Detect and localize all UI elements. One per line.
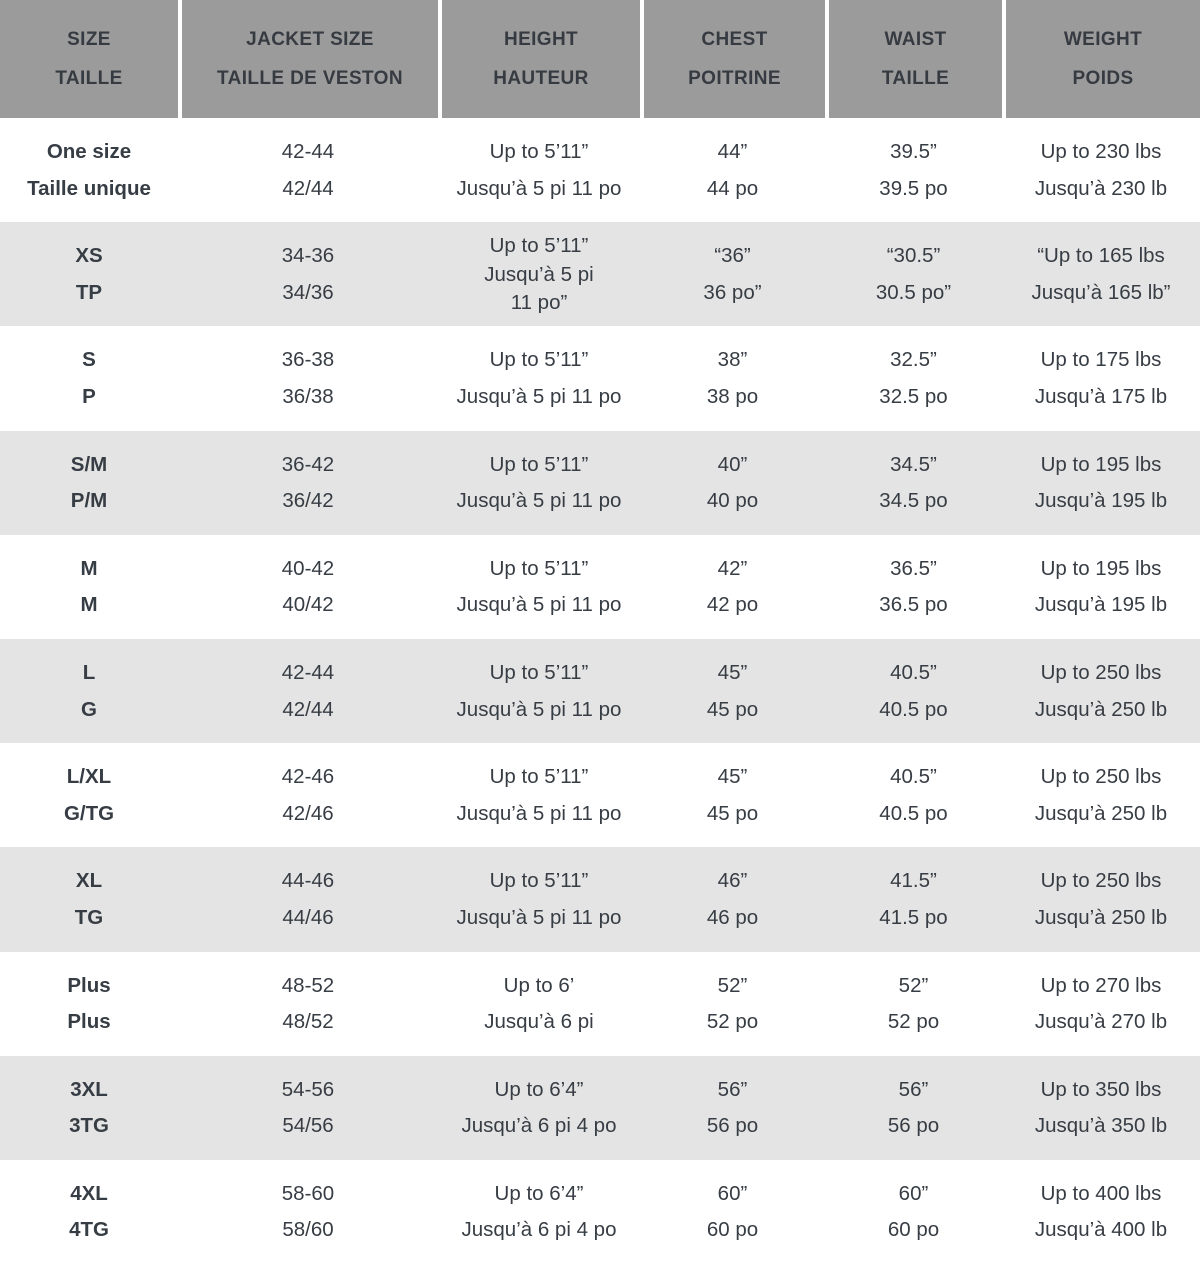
cell-line: Up to 5’11” [489,233,589,257]
cell-height [438,847,640,951]
cell-jacket [178,431,438,535]
cell-line: 44” [717,140,748,164]
cell-chest [640,1160,825,1264]
cell-waist [825,118,1002,222]
cell-line: 11 po” [510,291,568,315]
cell-line: 34-36 [281,244,335,268]
cell-line: 60” [898,1181,929,1205]
cell-line: Jusqu’à 400 lb [1034,1218,1168,1242]
cell-chest [640,431,825,535]
cell-line: 42-46 [281,765,335,789]
cell-line: Jusqu’à 6 pi [484,1010,594,1034]
table-row [0,952,1200,1056]
cell-line: Up to 5’11” [489,348,589,372]
cell-line: P/M [70,489,108,513]
cell-weight [1002,222,1200,326]
cell-line: Up to 230 lbs [1040,140,1162,164]
cell-weight [1002,535,1200,639]
cell-line: 40/42 [282,593,334,617]
cell-line: L/XL [66,765,112,789]
cell-chest [640,1056,825,1160]
cell-line: 42-44 [281,660,335,684]
cell-line: 48-52 [281,973,335,997]
cell-line: Up to 5’11” [489,869,589,893]
table-row [0,326,1200,430]
table-row [0,743,1200,847]
cell-line: 36.5” [890,556,937,580]
cell-waist [825,535,1002,639]
cell-line: 42/44 [282,697,334,721]
cell-line: M [80,593,98,617]
cell-line: 45” [717,765,748,789]
cell-line: Up to 270 lbs [1040,973,1162,997]
cell-line: “Up to 165 lbs [1037,244,1165,268]
cell-chest [640,847,825,951]
table-row [0,1056,1200,1160]
cell-line: Jusqu’à 250 lb [1034,697,1168,721]
header-label-chest-en: CHEST [701,28,768,50]
cell-jacket [178,118,438,222]
cell-waist [825,639,1002,743]
cell-line: 4XL [70,1181,108,1205]
cell-jacket [178,535,438,639]
cell-line: 60 po [887,1218,940,1242]
cell-jacket [178,639,438,743]
cell-height [438,639,640,743]
header-label-weight-en: WEIGHT [1063,28,1143,50]
cell-weight [1002,1160,1200,1264]
cell-line: 40.5” [890,660,937,684]
cell-weight [1002,431,1200,535]
cell-line: TP [75,280,103,304]
cell-line: 56 po [706,1114,759,1138]
header-cell-height [438,0,640,118]
cell-line: 42 po [706,593,759,617]
header-label-chest-fr: POITRINE [688,67,781,89]
cell-line: 36.5 po [879,593,948,617]
cell-line: 60 po [706,1218,759,1242]
header-label-waist-en: WAIST [884,28,947,50]
cell-line: 41.5 po [879,905,948,929]
header-label-height-en: HEIGHT [503,28,579,50]
cell-line: 4TG [69,1218,109,1242]
table-row [0,535,1200,639]
cell-size [0,535,178,639]
cell-line: 42” [717,556,748,580]
cell-line: 44-46 [281,869,335,893]
header-label-weight-fr: POIDS [1072,67,1134,89]
cell-line: Jusqu’à 350 lb [1034,1114,1168,1138]
cell-line: 42/44 [282,176,334,200]
cell-chest [640,222,825,326]
cell-line: Up to 6’4” [494,1181,584,1205]
cell-height [438,535,640,639]
header-row [0,0,1200,118]
cell-height [438,118,640,222]
cell-line: 45 po [706,801,759,825]
cell-line: Jusqu’à 250 lb [1034,801,1168,825]
cell-line: Jusqu’à 5 pi [484,262,594,286]
cell-line: 52 po [706,1010,759,1034]
cell-weight [1002,639,1200,743]
cell-line: “30.5” [886,244,941,268]
header-label-size-en: SIZE [67,28,111,50]
table-row [0,1160,1200,1264]
cell-line: 52” [898,973,929,997]
cell-line: Taille unique [27,176,151,200]
cell-line: Jusqu’à 5 pi 11 po [456,801,622,825]
cell-jacket [178,743,438,847]
cell-line: 40” [717,452,748,476]
table-row [0,118,1200,222]
cell-line: Up to 6’4” [494,1077,584,1101]
cell-line: 3XL [70,1077,108,1101]
cell-line: 32.5 po [879,384,948,408]
cell-line: Jusqu’à 195 lb [1034,593,1168,617]
cell-line: Up to 400 lbs [1040,1181,1162,1205]
cell-line: Jusqu’à 250 lb [1034,905,1168,929]
cell-line: Up to 250 lbs [1040,869,1162,893]
cell-line: 34.5 po [879,489,948,513]
cell-line: Jusqu’à 175 lb [1034,384,1168,408]
cell-size [0,847,178,951]
header-cell-weight [1002,0,1200,118]
cell-weight [1002,952,1200,1056]
cell-line: Plus [67,1010,111,1034]
cell-line: 60” [717,1181,748,1205]
table-row [0,222,1200,326]
cell-line: 40.5 po [879,697,948,721]
cell-line: Up to 250 lbs [1040,765,1162,789]
cell-height [438,222,640,326]
cell-weight [1002,847,1200,951]
cell-chest [640,743,825,847]
header-cell-size [0,0,178,118]
cell-line: S [82,348,96,372]
cell-chest [640,639,825,743]
cell-line: Up to 195 lbs [1040,452,1162,476]
cell-line: Up to 5’11” [489,556,589,580]
cell-line: L [82,660,96,684]
cell-line: Jusqu’à 6 pi 4 po [461,1218,617,1242]
cell-chest [640,535,825,639]
cell-size [0,118,178,222]
cell-line: G/TG [63,801,115,825]
cell-jacket [178,952,438,1056]
header-cell-chest [640,0,825,118]
cell-line: Plus [67,973,111,997]
cell-weight [1002,118,1200,222]
cell-height [438,1056,640,1160]
cell-line: Jusqu’à 165 lb” [1031,280,1171,304]
cell-waist [825,222,1002,326]
cell-line: Jusqu’à 5 pi 11 po [456,697,622,721]
cell-size [0,1056,178,1160]
cell-line: Jusqu’à 230 lb [1034,176,1168,200]
cell-line: 40 po [706,489,759,513]
cell-weight [1002,1056,1200,1160]
cell-line: Jusqu’à 195 lb [1034,489,1168,513]
cell-line: Up to 5’11” [489,765,589,789]
cell-size [0,639,178,743]
cell-waist [825,847,1002,951]
cell-line: Up to 5’11” [489,660,589,684]
cell-line: 48/52 [282,1010,334,1034]
cell-line: 46” [717,869,748,893]
cell-size [0,743,178,847]
header-label-height-fr: HAUTEUR [493,67,589,89]
cell-line: 42-44 [281,140,335,164]
cell-line: XL [75,869,103,893]
cell-line: 41.5” [890,869,937,893]
cell-line: 36 po” [703,280,762,304]
cell-waist [825,743,1002,847]
cell-line: 39.5 po [879,176,948,200]
cell-line: 46 po [706,905,759,929]
cell-line: Jusqu’à 5 pi 11 po [456,384,622,408]
cell-line: M [80,556,98,580]
cell-line: “36” [714,244,751,268]
cell-line: 34.5” [890,452,937,476]
cell-line: Up to 5’11” [489,140,589,164]
header-cell-jacket [178,0,438,118]
cell-line: 3TG [69,1114,109,1138]
cell-line: Jusqu’à 6 pi 4 po [461,1114,617,1138]
cell-line: 38” [717,348,748,372]
cell-line: Jusqu’à 5 pi 11 po [456,905,622,929]
cell-size [0,952,178,1056]
cell-jacket [178,1056,438,1160]
cell-waist [825,952,1002,1056]
cell-line: Up to 350 lbs [1040,1077,1162,1101]
cell-line: 36-42 [281,452,335,476]
table-row [0,431,1200,535]
cell-line: 54/56 [282,1114,334,1138]
table-row [0,847,1200,951]
cell-jacket [178,1160,438,1264]
cell-line: Jusqu’à 270 lb [1034,1010,1168,1034]
cell-line: 36-38 [281,348,335,372]
cell-size [0,222,178,326]
cell-line: 58-60 [281,1181,335,1205]
cell-height [438,1160,640,1264]
cell-line: 44 po [706,176,759,200]
header-label-waist-fr: TAILLE [881,67,950,89]
cell-line: G [81,697,97,721]
cell-line: TG [74,905,104,929]
cell-jacket [178,326,438,430]
cell-line: 40.5” [890,765,937,789]
cell-line: 38 po [706,384,759,408]
header-cell-waist [825,0,1002,118]
cell-size [0,1160,178,1264]
cell-line: 36/42 [282,489,334,513]
cell-line: 54-56 [281,1077,335,1101]
cell-line: S/M [70,452,108,476]
cell-waist [825,1056,1002,1160]
cell-line: 44/46 [282,905,334,929]
cell-line: Jusqu’à 5 pi 11 po [456,489,622,513]
cell-line: 45 po [706,697,759,721]
cell-height [438,952,640,1056]
header-label-size-fr: TAILLE [55,67,123,89]
cell-chest [640,118,825,222]
cell-line: 58/60 [282,1218,334,1242]
cell-line: Jusqu’à 5 pi 11 po [456,176,622,200]
cell-line: One size [46,140,132,164]
cell-line: 56” [717,1077,748,1101]
cell-line: Up to 175 lbs [1040,348,1162,372]
cell-line: 36/38 [282,384,334,408]
cell-waist [825,1160,1002,1264]
cell-height [438,743,640,847]
cell-size [0,431,178,535]
cell-line: 52 po [887,1010,940,1034]
cell-line: Up to 5’11” [489,452,589,476]
cell-line: 56” [898,1077,929,1101]
cell-size [0,326,178,430]
cell-line: 40.5 po [879,801,948,825]
header-label-jacket-fr: TAILLE DE VESTON [217,67,403,89]
cell-line: P [82,384,96,408]
cell-line: 56 po [887,1114,940,1138]
cell-weight [1002,326,1200,430]
table-row [0,639,1200,743]
cell-line: 30.5 po” [875,280,952,304]
cell-line: Up to 6’ [503,973,575,997]
cell-chest [640,952,825,1056]
cell-height [438,431,640,535]
cell-line: 39.5” [890,140,937,164]
cell-waist [825,326,1002,430]
cell-line: XS [75,244,103,268]
cell-line: Up to 195 lbs [1040,556,1162,580]
cell-line: 52” [717,973,748,997]
header-label-jacket-en: JACKET SIZE [246,28,374,50]
cell-chest [640,326,825,430]
cell-waist [825,431,1002,535]
cell-line: Jusqu’à 5 pi 11 po [456,593,622,617]
cell-jacket [178,222,438,326]
cell-line: 34/36 [282,280,334,304]
cell-line: 40-42 [281,556,335,580]
cell-weight [1002,743,1200,847]
cell-jacket [178,847,438,951]
cell-line: 42/46 [282,801,334,825]
cell-line: 45” [717,660,748,684]
cell-line: 32.5” [890,348,937,372]
cell-line: Up to 250 lbs [1040,660,1162,684]
table-body [0,118,1200,1264]
cell-height [438,326,640,430]
